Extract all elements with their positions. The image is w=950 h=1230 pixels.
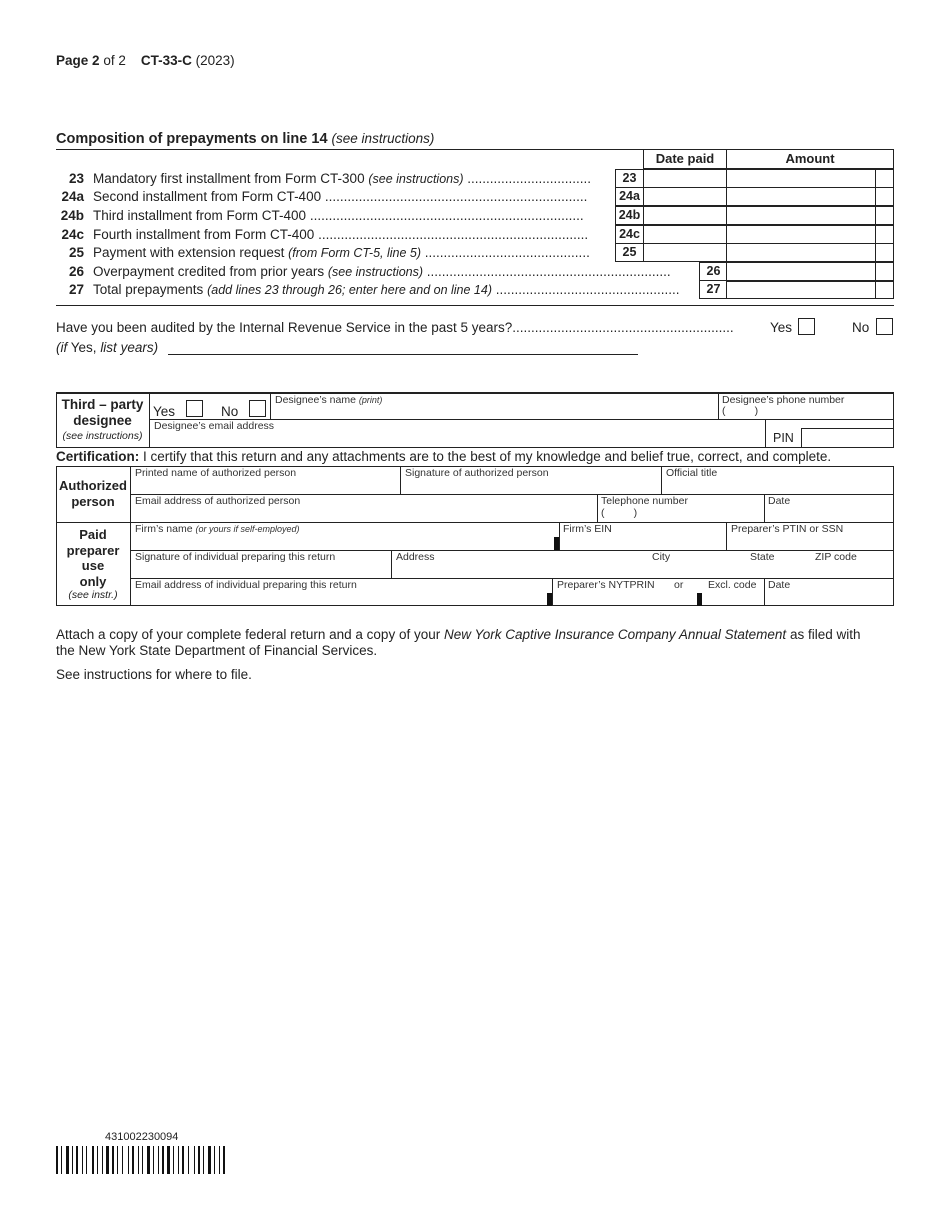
barcode-bar bbox=[153, 1146, 154, 1174]
designee-phone-label[interactable]: Designee’s phone number bbox=[722, 394, 845, 406]
prep-ptin[interactable]: Preparer’s PTIN or SSN bbox=[731, 523, 844, 535]
prep-address[interactable]: Address bbox=[396, 551, 435, 563]
cents-divider bbox=[875, 262, 876, 281]
line-ref: 27 bbox=[706, 282, 721, 296]
cents-divider bbox=[875, 206, 876, 225]
line-label: Mandatory first installment from Form CT-300 (see instructions) ................................. bbox=[93, 171, 592, 186]
amount-input[interactable] bbox=[726, 169, 894, 188]
preparer-title-3: use bbox=[81, 558, 105, 573]
section-rule-bottom bbox=[56, 305, 894, 306]
line-ref: 26 bbox=[706, 264, 721, 278]
amount-header-label: Amount bbox=[785, 151, 835, 166]
auth-official-title[interactable]: Official title bbox=[666, 467, 718, 479]
prep-nytprin[interactable]: Preparer’s NYTPRIN bbox=[557, 579, 655, 591]
line-number: 24c bbox=[61, 227, 84, 242]
form-year: (2023) bbox=[195, 53, 235, 68]
page-header bbox=[56, 53, 235, 68]
line-number: 24b bbox=[60, 208, 84, 223]
preparer-divider bbox=[130, 522, 131, 606]
prep-col-date bbox=[764, 578, 765, 606]
barcode-bar bbox=[182, 1146, 184, 1174]
amount-input[interactable] bbox=[726, 206, 894, 225]
line-ref: 23 bbox=[622, 171, 637, 185]
barcode-bar bbox=[117, 1146, 118, 1174]
line-label: Fourth installment from Form CT-400 ........................................................................ bbox=[93, 227, 589, 242]
prep-zip[interactable]: ZIP code bbox=[815, 551, 857, 563]
designee-phone-divider bbox=[718, 393, 719, 419]
line-label: Second installment from Form CT-400 ...................................................................... bbox=[93, 189, 588, 204]
barcode-bar bbox=[106, 1146, 109, 1174]
barcode-bar bbox=[72, 1146, 73, 1174]
prep-col-nytprin bbox=[552, 578, 553, 606]
cents-divider bbox=[875, 243, 876, 262]
designee-no-label: No bbox=[221, 404, 239, 419]
barcode-bar bbox=[208, 1146, 211, 1174]
auth-col-4 bbox=[764, 494, 765, 523]
date-paid-input[interactable] bbox=[643, 225, 727, 244]
barcode-bar bbox=[86, 1146, 87, 1174]
prep-col-ptin bbox=[726, 522, 727, 550]
prep-col-ein bbox=[559, 522, 560, 550]
prep-firm-ein[interactable]: Firm’s EIN bbox=[563, 523, 612, 535]
line-number: 25 bbox=[68, 245, 84, 260]
audit-no-label: No bbox=[852, 320, 870, 335]
attach-instructions: Attach a copy of your complete federal return and a copy of your New York Captive Insurance Company Annual Statement as filed with bbox=[56, 627, 861, 642]
prep-col-address bbox=[391, 550, 392, 578]
line-label: Third installment from Form CT-400 ......................................................................... bbox=[93, 208, 584, 223]
line-number: 27 bbox=[68, 282, 84, 297]
barcode-bar bbox=[167, 1146, 170, 1174]
form-id: CT-33-C bbox=[140, 53, 192, 68]
barcode-bar bbox=[122, 1146, 123, 1174]
designee-pin-input[interactable] bbox=[801, 428, 894, 448]
barcode-bar bbox=[112, 1146, 114, 1174]
barcode-bar bbox=[203, 1146, 204, 1174]
date-paid-header-label: Date paid bbox=[655, 151, 715, 166]
designee-pin-divider bbox=[765, 419, 766, 448]
barcode-bar bbox=[92, 1146, 94, 1174]
barcode-bar bbox=[76, 1146, 78, 1174]
auth-col-1 bbox=[400, 466, 401, 494]
auth-col-2 bbox=[661, 466, 662, 494]
designee-title-note: (see instructions) bbox=[62, 430, 143, 442]
barcode-bar bbox=[219, 1146, 220, 1174]
barcode-bar bbox=[178, 1146, 179, 1174]
line-label: Overpayment credited from prior years (see instructions) ................................................................. bbox=[93, 264, 671, 279]
prep-or: or bbox=[674, 579, 684, 591]
designee-name-divider bbox=[270, 393, 271, 419]
preparer-title-2: preparer bbox=[66, 543, 120, 558]
audit-no-checkbox[interactable] bbox=[876, 318, 893, 335]
preparer-title-1: Paid bbox=[79, 527, 107, 542]
date-paid-input[interactable] bbox=[643, 187, 727, 206]
designee-title-1: Third – party bbox=[61, 397, 144, 412]
cents-divider bbox=[875, 169, 876, 188]
designee-email-label[interactable]: Designee’s email address bbox=[154, 420, 275, 432]
barcode-bar bbox=[66, 1146, 69, 1174]
designee-no-checkbox[interactable] bbox=[249, 400, 266, 417]
barcode-bar bbox=[188, 1146, 189, 1174]
auth-email[interactable]: Email address of authorized person bbox=[135, 495, 301, 507]
barcode-bar bbox=[142, 1146, 143, 1174]
auth-printed-name[interactable]: Printed name of authorized person bbox=[135, 467, 297, 479]
barcode-bar bbox=[194, 1146, 195, 1174]
designee-phone-parens: ( ) bbox=[722, 405, 759, 417]
prep-date[interactable]: Date bbox=[768, 579, 791, 591]
audit-question: Have you been audited by the Internal Revenue Service in the past 5 years?........................................................... bbox=[56, 320, 734, 335]
page-of: of 2 bbox=[103, 53, 126, 68]
cents-divider bbox=[875, 225, 876, 244]
barcode-bar bbox=[102, 1146, 103, 1174]
date-paid-input[interactable] bbox=[643, 243, 727, 262]
barcode-bar bbox=[158, 1146, 159, 1174]
line-number: 24a bbox=[61, 189, 84, 204]
line-ref: 24a bbox=[619, 189, 640, 203]
auth-col-3 bbox=[597, 494, 598, 523]
prep-marker-3 bbox=[697, 593, 702, 606]
prep-city[interactable]: City bbox=[652, 551, 671, 563]
barcode-bar bbox=[82, 1146, 83, 1174]
designee-yes-label: Yes bbox=[153, 404, 176, 419]
line-ref: 24b bbox=[618, 208, 641, 222]
page-label: Page bbox=[56, 53, 89, 68]
prep-signature[interactable]: Signature of individual preparing this return bbox=[135, 551, 336, 563]
certification: Certification: I certify that this return and any attachments are to the best of my knowledge and belief true, correct, and complete. bbox=[56, 449, 832, 464]
barcode bbox=[56, 1146, 240, 1174]
auth-signature[interactable]: Signature of authorized person bbox=[405, 467, 549, 479]
prep-marker bbox=[554, 537, 559, 550]
auth-telephone[interactable]: Telephone number bbox=[601, 495, 688, 507]
barcode-number: 431002230094 bbox=[105, 1131, 179, 1143]
barcode-bar bbox=[173, 1146, 174, 1174]
barcode-bar bbox=[198, 1146, 200, 1174]
designee-name-label[interactable]: Designee’s name (print) bbox=[275, 394, 383, 406]
barcode-bar bbox=[147, 1146, 150, 1174]
barcode-bar bbox=[132, 1146, 134, 1174]
prep-email[interactable]: Email address of individual preparing this return bbox=[135, 579, 357, 591]
cents-divider bbox=[875, 280, 876, 299]
amount-input[interactable] bbox=[726, 243, 894, 262]
line-number: 26 bbox=[68, 264, 84, 279]
prep-firm-name[interactable]: Firm’s name (or yours if self-employed) bbox=[135, 523, 300, 535]
audit-yes-label: Yes bbox=[770, 320, 793, 335]
barcode-bar bbox=[138, 1146, 139, 1174]
amount-input[interactable] bbox=[726, 225, 894, 244]
authorized-title-1: Authorized bbox=[59, 478, 127, 493]
amount-input[interactable] bbox=[726, 262, 894, 281]
line-ref: 24c bbox=[619, 227, 640, 241]
barcode-bar bbox=[223, 1146, 225, 1174]
amount-input[interactable] bbox=[726, 280, 894, 299]
prep-excl-code[interactable]: Excl. code bbox=[708, 579, 757, 591]
auth-date[interactable]: Date bbox=[768, 495, 791, 507]
line-label: Payment with extension request (from Form CT-5, line 5) ............................................ bbox=[93, 245, 590, 260]
audit-yes-checkbox[interactable] bbox=[798, 318, 815, 335]
barcode-bar bbox=[97, 1146, 98, 1174]
audit-list-label: (if Yes, list years) bbox=[56, 340, 159, 355]
barcode-bar bbox=[61, 1146, 62, 1174]
prepayments-title: Composition of prepayments on line 14 (see instructions) bbox=[56, 131, 435, 147]
prep-marker-2 bbox=[547, 593, 552, 606]
auth-tel-parens: ( ) bbox=[601, 507, 638, 519]
preparer-title-4: only bbox=[79, 574, 107, 589]
attach-instructions-2: the New York State Department of Financial Services. bbox=[56, 643, 378, 658]
cents-divider bbox=[875, 187, 876, 206]
designee-yes-checkbox[interactable] bbox=[186, 400, 203, 417]
date-paid-input[interactable] bbox=[643, 169, 727, 188]
designee-divider bbox=[149, 393, 150, 448]
designee-title-2: designee bbox=[73, 413, 132, 428]
date-paid-input[interactable] bbox=[643, 206, 727, 225]
where-to-file: See instructions for where to file. bbox=[56, 667, 252, 682]
authorized-title-2: person bbox=[71, 494, 115, 509]
line-ref: 25 bbox=[622, 245, 637, 259]
barcode-bar bbox=[128, 1146, 129, 1174]
barcode-bar bbox=[214, 1146, 215, 1174]
designee-pin-label: PIN bbox=[773, 431, 794, 445]
line-label: Total prepayments (add lines 23 through 26; enter here and on line 14) ................................................. bbox=[93, 282, 680, 297]
line-number: 23 bbox=[68, 171, 84, 186]
amount-input[interactable] bbox=[726, 187, 894, 206]
page-number: 2 bbox=[92, 53, 100, 68]
preparer-title-note: (see instr.) bbox=[68, 589, 118, 601]
audit-years-input[interactable] bbox=[168, 354, 638, 355]
barcode-bar bbox=[56, 1146, 58, 1174]
prep-state[interactable]: State bbox=[750, 551, 775, 563]
barcode-bar bbox=[162, 1146, 164, 1174]
